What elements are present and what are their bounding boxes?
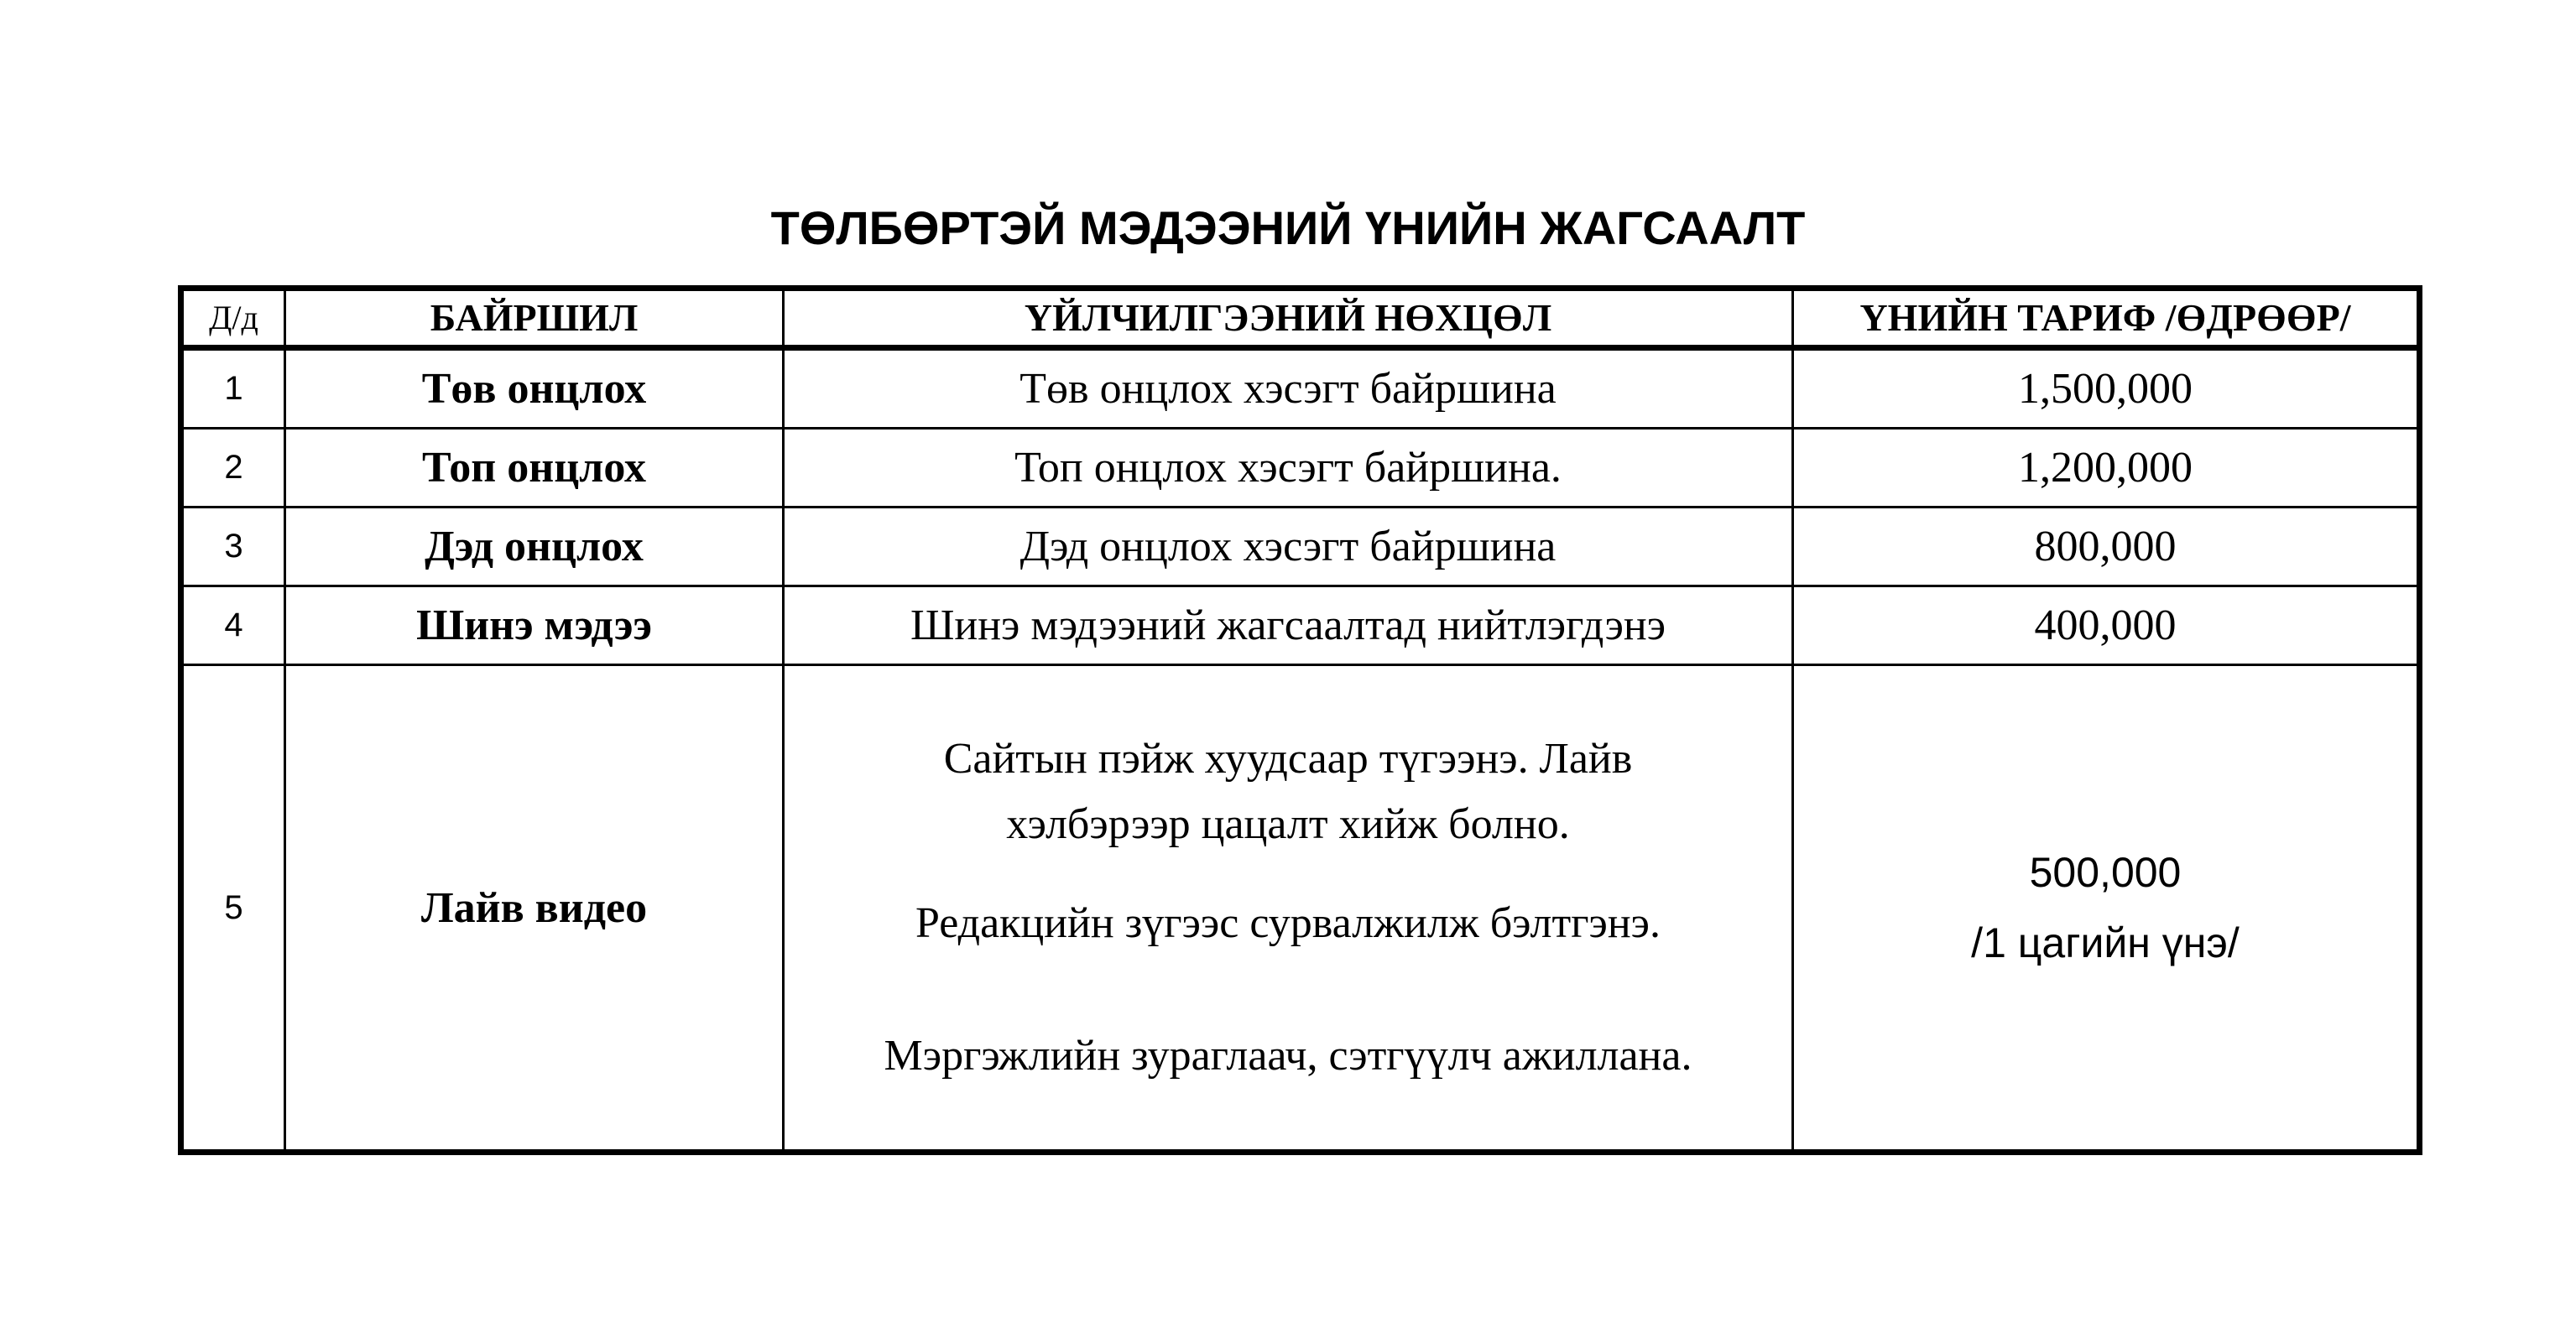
row-condition: Топ онцлох хэсэгт байршина. xyxy=(784,429,1793,508)
row-price: 400,000 xyxy=(1793,586,2420,665)
row-location: Шинэ мэдээ xyxy=(285,586,784,665)
row-location: Лайв видео xyxy=(285,665,784,1153)
header-num: Д/д xyxy=(181,289,285,348)
price-table xyxy=(178,285,2422,1155)
row-number: 5 xyxy=(181,665,285,1153)
header-condition: ҮЙЛЧИЛГЭЭНИЙ НӨХЦӨЛ xyxy=(784,289,1793,348)
row-number: 4 xyxy=(181,586,285,665)
condition-line: Сайтын пэйж хуудсаар түгээнэ. Лайв xyxy=(943,735,1633,783)
row-price: 800,000 xyxy=(1793,508,2420,586)
price-unit-note: /1 цагийн үнэ/ xyxy=(1971,919,2240,966)
header-price: ҮНИЙН ТАРИФ /ӨДРӨӨР/ xyxy=(1793,289,2420,348)
price-amount: 500,000 xyxy=(2029,849,2182,896)
table-row xyxy=(181,348,2420,429)
row-condition xyxy=(784,665,1793,1153)
row-location: Топ онцлох xyxy=(285,429,784,508)
condition-line: хэлбэрээр цацалт хийж болно. xyxy=(1006,800,1570,848)
table-row xyxy=(181,586,2420,665)
row-number: 3 xyxy=(181,508,285,586)
row-number: 1 xyxy=(181,348,285,429)
row-price xyxy=(1793,665,2420,1153)
table-row xyxy=(181,508,2420,586)
page-title: ТӨЛБӨРТЭЙ МЭДЭЭНИЙ ҮНИЙН ЖАГСААЛТ xyxy=(770,201,1806,254)
row-condition: Дэд онцлох хэсэгт байршина xyxy=(784,508,1793,586)
row-price: 1,500,000 xyxy=(1793,348,2420,429)
condition-line: Редакцийн зүгээс сурвалжилж бэлтгэнэ. xyxy=(915,899,1661,947)
row-location: Дэд онцлох xyxy=(285,508,784,586)
table-row xyxy=(181,665,2420,1153)
header-location: БАЙРШИЛ xyxy=(285,289,784,348)
table-header-row xyxy=(181,289,2420,348)
row-number: 2 xyxy=(181,429,285,508)
row-location: Төв онцлох xyxy=(285,348,784,429)
row-condition: Шинэ мэдээний жагсаалтад нийтлэгдэнэ xyxy=(784,586,1793,665)
row-condition: Төв онцлох хэсэгт байршина xyxy=(784,348,1793,429)
condition-line: Мэргэжлийн зураглаач, сэтгүүлч ажиллана. xyxy=(884,1032,1692,1080)
row-price: 1,200,000 xyxy=(1793,429,2420,508)
table-row xyxy=(181,429,2420,508)
